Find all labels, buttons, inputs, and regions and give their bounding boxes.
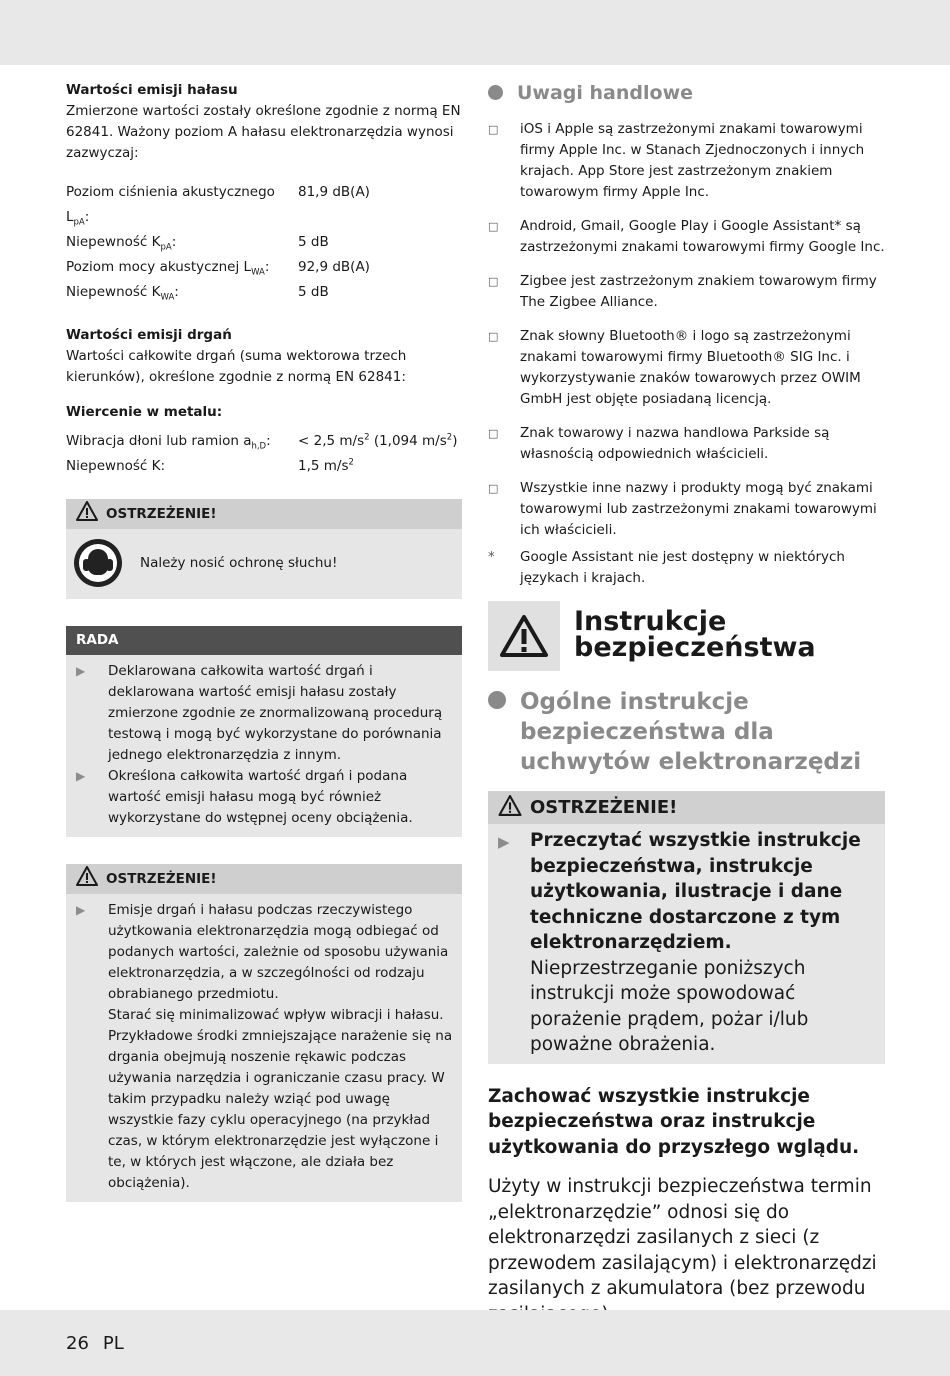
ear-protection-icon: [74, 539, 122, 587]
spec-value: 1,5 $m/s^2$: [298, 457, 354, 474]
tip-list: [66, 655, 462, 837]
warning-label: OSTRZEŻENIE!: [106, 870, 217, 887]
trade-text: Wszystkie inne nazwy i produkty mogą być znakami towarowymi lub zastrzeżonymi znakami towarowymi ich właścicieli.: [520, 480, 877, 538]
trade-text: Google Assistant nie jest dostępny w niektórych językach i krajach.: [520, 549, 845, 586]
warning-header: [488, 791, 885, 824]
tip-header: RADA: [66, 626, 462, 655]
trade-item: [488, 271, 885, 313]
vibration-intro: Wartości całkowite drgań (suma wektorowa trzech kierunków), określone zgodnie z normą EN 62841:: [66, 348, 407, 385]
spec-label: Wibracja dłoni lub ramion a: [66, 433, 252, 449]
general-title: Ogólne instrukcje bezpieczeństwa dla uchwytów elektronarzędzi: [520, 689, 862, 775]
warning-triangle-icon: [76, 501, 98, 528]
warning-header: [66, 864, 462, 894]
tip-box: [66, 626, 462, 837]
spec-value: 5 dB: [298, 284, 329, 300]
trade-section-heading: [488, 80, 885, 106]
trade-title: Uwagi handlowe: [517, 82, 694, 104]
trade-text: Znak towarowy i nazwa handlowa Parkside są własnością odpowiednich właścicieli.: [520, 425, 830, 462]
warning-bold-text: Przeczytać wszystkie instrukcje bezpieczeństwa, instrukcje użytkowania, ilustracje i dane techniczne dostarczone z tym elektronarzędziem.: [530, 830, 861, 953]
trade-text: Zigbee jest zastrzeżonym znakiem towarowym firmy The Zigbee Alliance.: [520, 273, 877, 310]
trade-item: [488, 423, 885, 465]
uncertainty-spec-row: [66, 454, 462, 479]
trade-text: Android, Gmail, Google Play i Google Assistant* są zastrzeżonymi znakami towarowymi firmy Google Inc.: [520, 218, 885, 255]
keep-instructions-text: Zachować wszystkie instrukcje bezpieczeństwa oraz instrukcje użytkowania do przyszłego wglądu.: [488, 1085, 860, 1158]
arrow-icon: ▶: [76, 903, 86, 917]
warning-header: [66, 499, 462, 529]
noise-spec-row: [66, 180, 462, 230]
checkbox-icon: □: [488, 330, 499, 343]
arrow-icon: ▶: [76, 769, 86, 783]
vibration-warning-box: [66, 864, 462, 1202]
checkbox-icon: □: [488, 275, 499, 288]
spec-label: Niepewność K:: [66, 458, 166, 474]
asterisk-mark: *: [488, 549, 495, 565]
arrow-icon: ▶: [498, 833, 510, 851]
spec-label: Poziom mocy akustycznej $L_{WA}$:: [66, 259, 270, 278]
spec-label: Niepewność $K_{WA}$:: [66, 284, 179, 303]
trade-item: [488, 478, 885, 541]
spec-suffix: :: [266, 433, 271, 449]
warning-triangle-icon: [76, 866, 98, 893]
left-column: [66, 80, 462, 1202]
arrow-icon: ▶: [76, 664, 86, 678]
noise-spec-row: [66, 280, 462, 305]
tip-item: [76, 766, 454, 829]
spec-label: Niepewność $K_{pA}$:: [66, 234, 177, 253]
language-code: PL: [102, 1333, 124, 1354]
top-bar: [0, 0, 950, 65]
section-bullet-icon: [488, 85, 503, 100]
page-number: 26: [66, 1333, 89, 1354]
noise-intro: Zmierzone wartości zostały określone zgodnie z normą EN 62841. Ważony poziom A hałasu elektronarzędzia wynosi zazwyczaj:: [66, 103, 461, 161]
safety-title-line-2: bezpieczeństwa: [574, 632, 816, 663]
hearing-warning-box: [66, 499, 462, 599]
noise-title: Wartości emisji hałasu: [66, 82, 238, 98]
noise-specs: [66, 180, 462, 305]
trade-text: Znak słowny Bluetooth® i logo są zastrzeżonymi znakami towarowymi firmy Bluetooth® SIG Inc. i wykorzystywanie znaków towarowych przez OWIM GmbH jest objęte posiadaną licencją.: [520, 328, 861, 407]
warning-label: OSTRZEŻENIE!: [530, 797, 678, 818]
spec-value: 81,9 dB(A): [298, 184, 370, 200]
spec-label: Poziom ciśnienia akustycznego $L_{pA}$:: [66, 184, 275, 228]
spec-sub: h,D: [251, 441, 267, 452]
trade-item: [488, 547, 885, 589]
trade-item: [488, 216, 885, 258]
section-bullet-icon: [488, 691, 506, 709]
checkbox-icon: □: [488, 220, 499, 233]
checkbox-icon: □: [488, 482, 499, 495]
spec-value: 92,9 dB(A): [298, 259, 370, 275]
general-section-heading: [488, 687, 885, 777]
warning-text-2: Starać się minimalizować wpływ wibracji i hałasu. Przykładowe środki zmniejszające narażenie się na drgania obejmują noszenie rękawic podczas używania narzędzia i ograniczanie czasu pracy. W takim przypadku należy wziąć pod uwagę wszystkie fazy cyklu operacyjnego (na przykład czas, w którym elektronarzędzie jest wyłączone i te, w których jest włączone, ale działa bez obciążenia).: [108, 1007, 453, 1191]
warning-label: OSTRZEŻENIE!: [106, 505, 217, 522]
noise-spec-row: [66, 255, 462, 280]
trade-item: [488, 119, 885, 203]
warning-triangle-icon: [498, 795, 522, 821]
bottom-bar: [0, 1310, 950, 1376]
page-footer: [66, 1333, 124, 1354]
safety-title-block: [488, 601, 885, 671]
vibration-spec-row: [66, 429, 462, 454]
warning-text-1: Emisje drgań i hałasu podczas rzeczywistego użytkowania elektronarzędzia mogą odbiegać od podanych wartości, zależnie od sposobu używania elektronarzędzia, a w szczególności od rodzaju obrabianego przedmiotu.: [108, 902, 449, 1002]
power-tool-term-text: Użyty w instrukcji bezpieczeństwa termin „elektronarzędzie” odnosi się do elektronarzędzi zasilanych z sieci (z przewodem zasilającym) i elektronarzędzi zasilanych z akumulatora (bez przewodu: [488, 1176, 877, 1299]
trade-text: iOS i Apple są zastrzeżonymi znakami towarowymi firmy Apple Inc. w Stanach Zjednoczonych i innych krajach. App Store jest zastrzeżonym znakiem towarowym firmy Apple Inc.: [520, 121, 865, 200]
hearing-warning-text: Należy nosić ochronę słuchu!: [140, 554, 338, 571]
safety-warning-icon: [488, 601, 560, 671]
spec-value: < 2,5 $m/s^2$ (1,094 $m/s^2$): [298, 432, 458, 449]
safety-title-line-1: Instrukcje: [574, 606, 727, 637]
tip-text: Określona całkowita wartość drgań i podana wartość emisji hałasu mogą być również wykorzystane do wstępnej oceny obciążenia.: [108, 768, 413, 826]
drilling-title: Wiercenie w metalu:: [66, 404, 223, 420]
spec-value: 5 dB: [298, 234, 329, 250]
checkbox-icon: □: [488, 427, 499, 440]
vibration-title: Wartości emisji drgań: [66, 327, 232, 343]
read-instructions-warning-box: [488, 791, 885, 1064]
tip-item: [76, 661, 454, 766]
trade-list: [488, 119, 885, 589]
noise-spec-row: [66, 230, 462, 255]
warning-item: [76, 900, 454, 1194]
right-column: [488, 80, 885, 1327]
trade-item: [488, 326, 885, 410]
checkbox-icon: □: [488, 123, 499, 136]
warning-normal-text: Nieprzestrzeganie poniższych instrukcji może spowodować porażenie prądem, pożar i/lub poważne obrażenia.: [530, 957, 809, 1055]
warning-item: [498, 828, 877, 1058]
tip-text: Deklarowana całkowita wartość drgań i deklarowana wartość emisji hałasu zostały zmierzone zgodnie ze znormalizowaną procedurą testową i mogą być wykorzystane do porównania jednego elektronarzędzia z innym.: [108, 663, 443, 763]
